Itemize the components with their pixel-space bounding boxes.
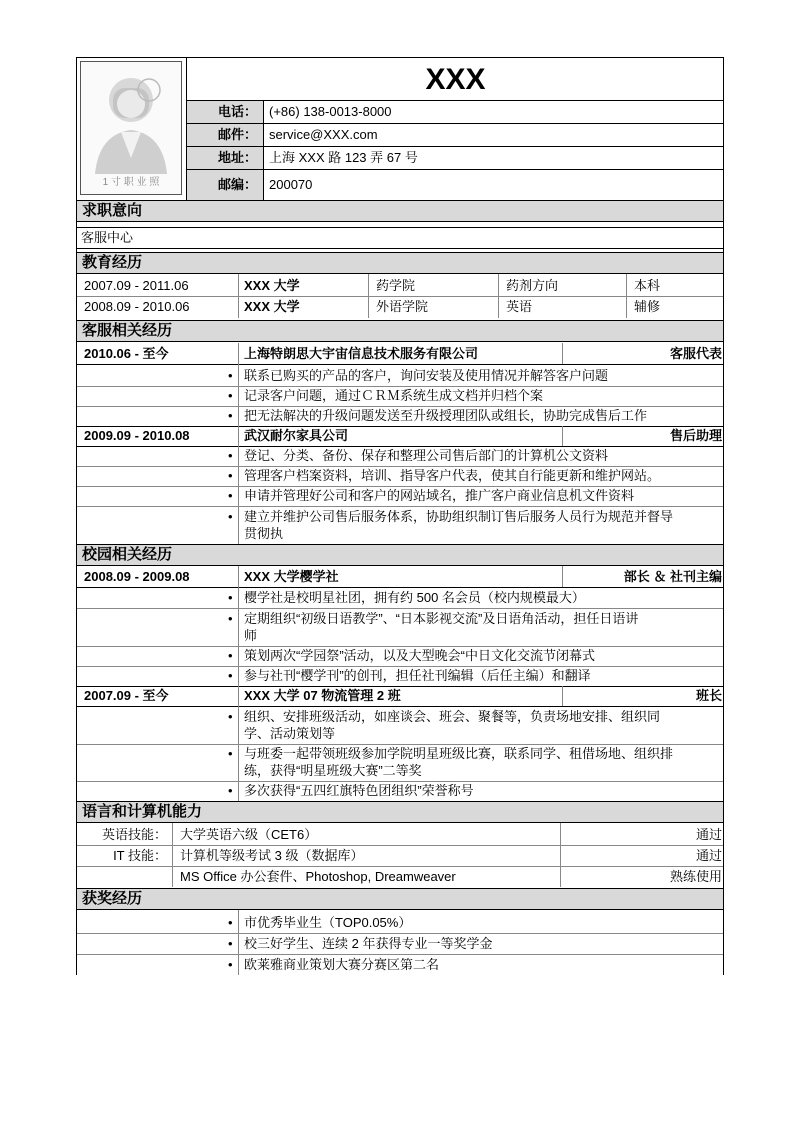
bullet-icon: • xyxy=(228,590,233,605)
skill-level: 熟练使用 xyxy=(669,869,722,884)
job-role: 售后助理 xyxy=(669,428,722,443)
edu-school: XXX 大学 xyxy=(244,278,300,293)
bullet-icon: • xyxy=(228,468,233,483)
job-date: 2009.09 - 2010.08 xyxy=(84,428,190,443)
skill-level: 通过 xyxy=(695,827,722,842)
campus-bullet: 樱学社是校明星社团，拥有约 500 名会员（校内规模最大） xyxy=(244,590,585,605)
zip-label: 邮编： xyxy=(187,170,263,200)
bullet-icon: • xyxy=(228,488,233,503)
campus-bullet: 组织、安排班级活动，如座谈会、班会、聚餐等，负责场地安排、组织同 xyxy=(244,709,661,724)
phone-label: 电话： xyxy=(187,101,263,123)
bullet-icon: • xyxy=(228,936,233,951)
bullet-icon: • xyxy=(228,668,233,683)
job-bullet: 建立并维护公司售后服务体系，协助组织制订售后服务人员行为规范并督导 xyxy=(244,509,674,524)
bullet-icon: • xyxy=(228,746,233,761)
phone-value: (+86) 138-0013-8000 xyxy=(269,104,392,119)
campus-bullet: 与班委一起带领班级参加学院明星班级比赛，联系同学、租借场地、组织排 xyxy=(244,746,674,761)
objective-box xyxy=(77,227,723,249)
candidate-name: XXX xyxy=(425,63,486,96)
campus-org: XXX 大学 07 物流管理 2 班 xyxy=(244,688,401,703)
section-awards: 获奖经历 xyxy=(77,888,723,910)
bullet-icon: • xyxy=(228,709,233,724)
campus-bullet: 策划两次“学园祭”活动，以及大型晚会“中日文化交流节闭幕式 xyxy=(244,648,595,663)
campus-role: 班长 xyxy=(695,688,722,703)
edu-degree: 本科 xyxy=(634,278,661,293)
job-bullet: 联系已购买的产品的客户，询问安装及使用情况并解答客户问题 xyxy=(244,368,609,383)
bullet-icon: • xyxy=(228,448,233,463)
job-bullet: 申请并管理好公司和客户的网站域名，推广客户商业信息机文件资料 xyxy=(244,488,635,503)
job-bullet: 管理客户档案资料，培训、指导客户代表，使其自行能更新和维护网站。 xyxy=(244,468,661,483)
zip-value: 200070 xyxy=(269,177,313,192)
skill-value: 计算机等级考试 3 级（数据库） xyxy=(180,848,364,863)
job-bullet: 把无法解决的升级问题发送至升级授理团队或组长，协助完成售后工作 xyxy=(244,408,648,423)
skill-value: 大学英语六级（CET6） xyxy=(180,827,318,842)
bullet-icon: • xyxy=(228,368,233,383)
job-bullet: 登记、分类、备份、保存和整理公司售后部门的计算机公文资料 xyxy=(244,448,609,463)
campus-bullet: 参与社刊“樱学刊”的创刊，担任社刊编辑（后任主编）和翻译 xyxy=(244,668,591,683)
award-item: 校三好学生、连续 2 年获得专业一等奖学金 xyxy=(244,936,493,951)
bullet-icon: • xyxy=(228,783,233,798)
email-label: 邮件： xyxy=(187,124,263,146)
edu-college: 外语学院 xyxy=(376,299,429,314)
campus-org: XXX 大学樱学社 xyxy=(244,569,339,584)
section-objective: 求职意向 xyxy=(77,200,723,222)
job-company: 上海特朗思大宇宙信息技术服务有限公司 xyxy=(244,346,479,361)
campus-bullet-cont: 师 xyxy=(244,628,258,643)
bullet-icon: • xyxy=(228,509,233,524)
job-bullet: 记录客户问题，通过ＣＲＭ系统生成文档并归档个案 xyxy=(244,388,544,403)
section-language-computer: 语言和计算机能力 xyxy=(77,801,723,823)
campus-date: 2007.09 - 至今 xyxy=(84,688,169,703)
bullet-icon: • xyxy=(228,408,233,423)
edu-major: 英语 xyxy=(506,299,533,314)
skill-level: 通过 xyxy=(695,848,722,863)
campus-bullet: 定期组织“初级日语教学”、“日本影视交流”及日语角活动，担任日语讲 xyxy=(244,611,639,626)
section-cs-experience: 客服相关经历 xyxy=(77,320,723,342)
job-bullet-cont: 贯彻执 xyxy=(244,526,284,541)
award-item: 欧莱雅商业策划大赛分赛区第二名 xyxy=(244,957,440,972)
address-label: 地址： xyxy=(187,147,263,169)
bullet-icon: • xyxy=(228,957,233,972)
objective-value: 客服中心 xyxy=(81,230,134,245)
award-item: 市优秀毕业生（TOP0.05%） xyxy=(244,915,412,930)
photo-caption: 1 寸 职 业 照 xyxy=(102,177,160,188)
skill-label: 英语技能： xyxy=(101,827,167,842)
skill-label: IT 技能： xyxy=(113,848,167,863)
bullet-icon: • xyxy=(228,648,233,663)
campus-date: 2008.09 - 2009.08 xyxy=(84,569,190,584)
campus-role: 部长 ＆ 社刊主编 xyxy=(623,569,722,584)
campus-bullet-cont: 学、活动策划等 xyxy=(244,726,336,741)
job-date: 2010.06 - 至今 xyxy=(84,346,169,361)
address-value: 上海 XXX 路 123 弄 67 号 xyxy=(269,150,418,165)
edu-major: 药剂方向 xyxy=(506,278,559,293)
profile-photo xyxy=(80,61,182,195)
campus-bullet: 多次获得“五四红旗特色团组织”荣誉称号 xyxy=(244,783,474,798)
edu-school: XXX 大学 xyxy=(244,299,300,314)
email-value[interactable]: service@XXX.com xyxy=(269,127,378,142)
edu-degree: 辅修 xyxy=(634,299,661,314)
edu-date: 2008.09 - 2010.06 xyxy=(84,299,190,314)
section-education: 教育经历 xyxy=(77,252,723,274)
section-campus-experience: 校园相关经历 xyxy=(77,544,723,566)
skill-value: MS Office 办公套件、Photoshop, Dreamweaver xyxy=(180,869,456,884)
campus-bullet-cont: 练，获得“明星班级大赛”二等奖 xyxy=(244,763,422,778)
job-company: 武汉耐尔家具公司 xyxy=(244,428,349,443)
bullet-icon: • xyxy=(228,915,233,930)
edu-college: 药学院 xyxy=(376,278,416,293)
bullet-icon: • xyxy=(228,388,233,403)
bullet-icon: • xyxy=(228,611,233,626)
edu-date: 2007.09 - 2011.06 xyxy=(84,278,189,293)
job-role: 客服代表 xyxy=(669,346,722,361)
